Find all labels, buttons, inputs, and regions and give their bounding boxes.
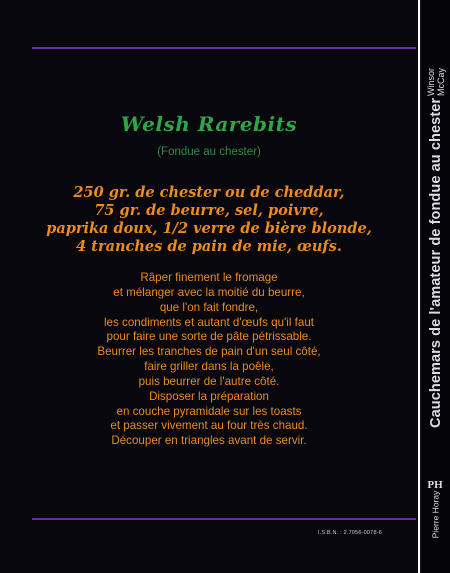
instruction-line: puis beurrer de l'autre côté. bbox=[138, 374, 280, 388]
publisher-logo-icon: PH bbox=[427, 479, 443, 491]
instruction-line: faire griller dans la poêle, bbox=[144, 360, 274, 374]
instruction-line: Disposer la préparation bbox=[149, 389, 269, 403]
bottom-decorative-rule bbox=[32, 518, 416, 520]
ingredient-line: 4 tranches de pain de mie, œufs. bbox=[76, 238, 342, 255]
ingredients-block bbox=[0, 184, 418, 256]
instruction-line: Beurrer les tranches de pain d'un seul côté, bbox=[97, 345, 321, 359]
recipe-title: Welsh Rarebits bbox=[120, 112, 298, 136]
spine-title: Cauchemars de l'amateur de fondue au chester bbox=[428, 97, 444, 428]
instruction-line: en couche pyramidale sur les toasts bbox=[116, 404, 302, 418]
ingredient-line: 250 gr. de chester ou de cheddar, bbox=[73, 184, 345, 201]
ingredient-line: 75 gr. de beurre, sel, poivre, bbox=[94, 202, 324, 219]
instruction-line: Râper finement le fromage bbox=[140, 271, 278, 284]
spine-publisher: Pierre Horay bbox=[430, 490, 441, 539]
instruction-line: et mélanger avec la moitié du beurre, bbox=[113, 285, 305, 299]
instruction-line: Découper en triangles avant de servir. bbox=[111, 434, 307, 448]
spine-author: Winsor McCay bbox=[426, 68, 446, 97]
top-decorative-rule bbox=[32, 47, 416, 49]
ingredient-line: paprika doux, 1/2 verre de bière blonde, bbox=[46, 220, 372, 237]
isbn-label: I.S.B.N. : 2.7056-0078-6 bbox=[317, 530, 382, 536]
instructions-block bbox=[0, 271, 418, 449]
instruction-line: que l'on fait fondre, bbox=[159, 300, 259, 314]
instruction-line: les condiments et autant d'œufs qu'il faut bbox=[103, 315, 314, 329]
instruction-line: pour faire une sorte de pâte pétrissable. bbox=[106, 330, 312, 344]
instruction-line: et passer vivement au four très chaud. bbox=[110, 419, 308, 433]
recipe-subtitle: (Fondue au chester) bbox=[157, 146, 261, 158]
